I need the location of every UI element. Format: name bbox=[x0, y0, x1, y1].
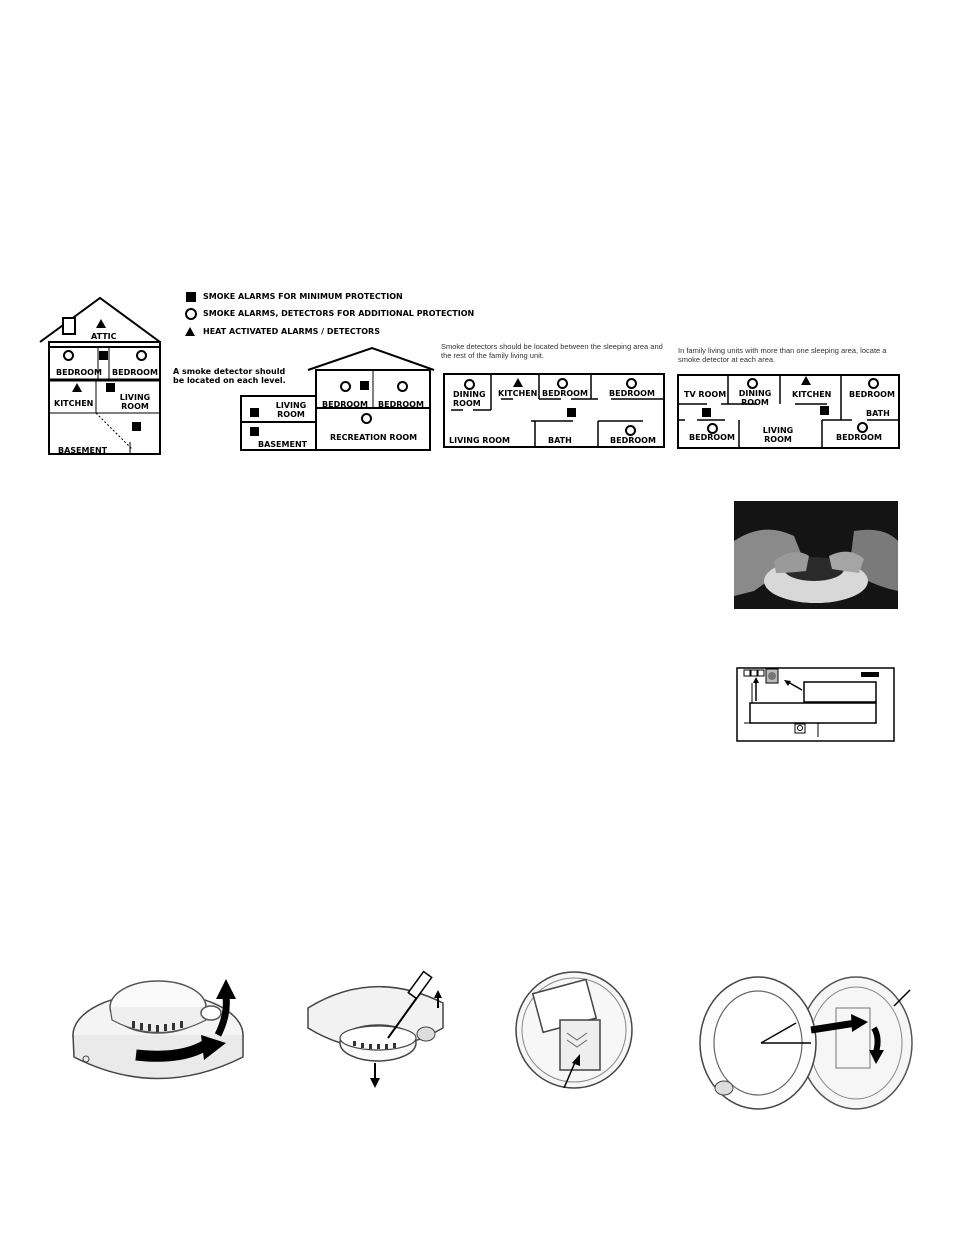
filled-triangle-icon bbox=[72, 383, 82, 392]
bedroom-b-label: BEDROOM bbox=[689, 433, 735, 442]
kitchen-label: KITCHEN bbox=[498, 389, 538, 398]
installation-photo bbox=[734, 501, 898, 609]
detector-twist-illustration bbox=[66, 965, 252, 1090]
open-circle-icon bbox=[464, 379, 475, 390]
open-circle-icon bbox=[557, 378, 568, 389]
filled-square-icon bbox=[360, 381, 369, 390]
open-circle-icon bbox=[63, 350, 74, 361]
bedroom-left-label: BEDROOM bbox=[56, 368, 102, 377]
filled-square-icon bbox=[702, 408, 711, 417]
basement-label: BASEMENT bbox=[58, 446, 108, 455]
open-circle-icon bbox=[747, 378, 758, 389]
open-circle-icon bbox=[397, 381, 408, 392]
living-room-label: LIVING ROOM bbox=[275, 401, 307, 419]
bath-label: BATH bbox=[548, 436, 572, 445]
attic-label: ATTIC bbox=[91, 332, 117, 341]
filled-square-icon bbox=[820, 406, 829, 415]
plan-3-note: Smoke detectors should be located between the sleeping area and the rest of the family living unit. bbox=[441, 342, 663, 360]
open-circle-icon bbox=[625, 425, 636, 436]
open-circle-icon bbox=[185, 308, 197, 320]
filled-triangle-icon bbox=[513, 378, 523, 387]
open-circle-icon bbox=[361, 413, 372, 424]
detector-base-illustration bbox=[696, 968, 916, 1116]
filled-square-icon bbox=[567, 408, 576, 417]
bedroom-right-label: BEDROOM bbox=[378, 400, 424, 409]
bath-label: BATH bbox=[866, 409, 890, 418]
battery-compartment-illustration bbox=[512, 968, 637, 1093]
plan-4-note: In family living units with more than one sleeping area, locate a smoke detector at each area. bbox=[678, 346, 887, 364]
filled-square-icon bbox=[132, 422, 141, 431]
bedroom-c-label: BEDROOM bbox=[836, 433, 882, 442]
filled-square-icon bbox=[106, 383, 115, 392]
filled-triangle-icon bbox=[801, 376, 811, 385]
filled-square-icon bbox=[250, 408, 259, 417]
open-circle-icon bbox=[136, 350, 147, 361]
kitchen-label: KITCHEN bbox=[792, 390, 832, 399]
bedroom-b-label: BEDROOM bbox=[609, 389, 655, 398]
bedroom-a-label: BEDROOM bbox=[849, 390, 895, 399]
dining-room-label: DINING ROOM bbox=[453, 390, 486, 408]
living-room-label: LIVING ROOM bbox=[449, 436, 511, 445]
house-2-note: A smoke detector should be located on each level. bbox=[173, 367, 286, 385]
legend-additional-protection: SMOKE ALARMS, DETECTORS FOR ADDITIONAL PROTECTION bbox=[203, 309, 475, 318]
filled-square-icon bbox=[99, 351, 108, 360]
hands-holding-detector-image bbox=[734, 501, 898, 609]
open-circle-icon bbox=[857, 422, 868, 433]
kitchen-label: KITCHEN bbox=[54, 399, 94, 408]
dining-room-label: DINING ROOM bbox=[738, 389, 772, 407]
recreation-room-label: RECREATION ROOM bbox=[330, 433, 418, 442]
bedroom-right-label: BEDROOM bbox=[112, 368, 158, 377]
living-room-label: LIVING ROOM bbox=[762, 426, 794, 444]
filled-triangle-icon bbox=[185, 327, 195, 336]
filled-square-icon bbox=[186, 292, 196, 302]
living-room-label: LIVING ROOM bbox=[119, 393, 151, 411]
bedroom-c-label: BEDROOM bbox=[610, 436, 656, 445]
legend-heat-activated: HEAT ACTIVATED ALARMS / DETECTORS bbox=[203, 327, 380, 336]
filled-triangle-icon bbox=[96, 319, 106, 328]
legend-min-protection: SMOKE ALARMS FOR MINIMUM PROTECTION bbox=[203, 292, 403, 301]
bedroom-left-label: BEDROOM bbox=[322, 400, 368, 409]
filled-square-icon bbox=[250, 427, 259, 436]
detector-screwdriver-illustration bbox=[303, 968, 453, 1093]
open-circle-icon bbox=[868, 378, 879, 389]
bedroom-a-label: BEDROOM bbox=[542, 389, 588, 398]
mounting-base-outline bbox=[736, 665, 896, 743]
open-circle-icon bbox=[626, 378, 637, 389]
open-circle-icon bbox=[340, 381, 351, 392]
tv-room-label: TV ROOM bbox=[684, 390, 727, 399]
basement-label: BASEMENT bbox=[258, 440, 308, 449]
